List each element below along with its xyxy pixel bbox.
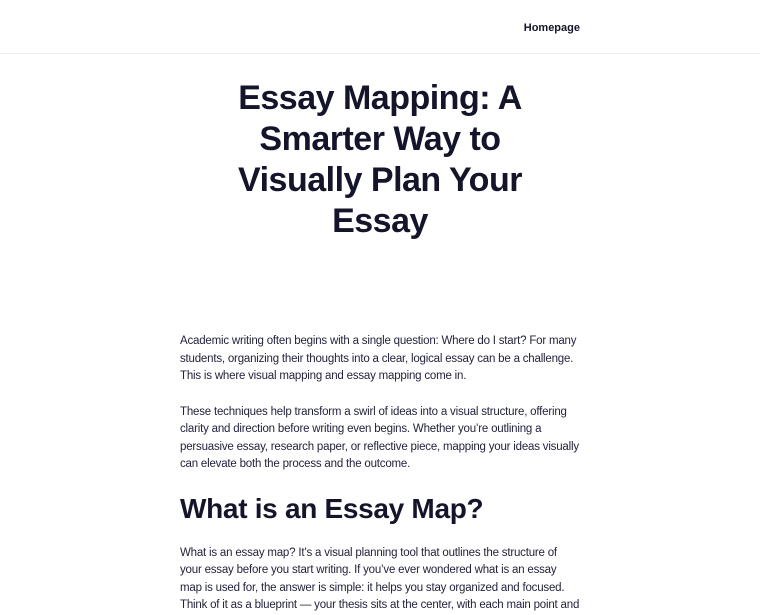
top-nav-bar: [0, 0, 760, 54]
main-nav: [524, 18, 580, 36]
page-title: Essay Mapping: A Smarter Way to Visually Plan Your Essay: [238, 79, 522, 240]
section-paragraph-1: What is an essay map? It’s a visual planning tool that outlines the structure of your essay before you start writing. If you’ve ever wondered what is an essay map is used for, the answer is simple: it helps you stay organized and focused. Think of it as a blueprint — your thesis sits at the center, with each main point and: [180, 546, 580, 611]
section-heading-what-is-an-essay-map: What is an Essay Map?: [180, 492, 484, 524]
intro-paragraph-2: These techniques help transform a swirl of ideas into a visual structure, offering clarity and direction before writing even begins. Whether you’re outlining a persuasive essay, research paper, or reflective piece, mapping your ideas visually can elevate both the process and the outcome.: [180, 405, 579, 470]
article-content: [0, 78, 760, 615]
intro-paragraph-1: Academic writing often begins with a single question: Where do I start? For many students, organizing their thoughts into a clear, logical essay can be a challenge. This is where visual mapping and essay mapping come in.: [180, 335, 577, 382]
nav-link-homepage[interactable]: Homepage: [523, 21, 580, 34]
